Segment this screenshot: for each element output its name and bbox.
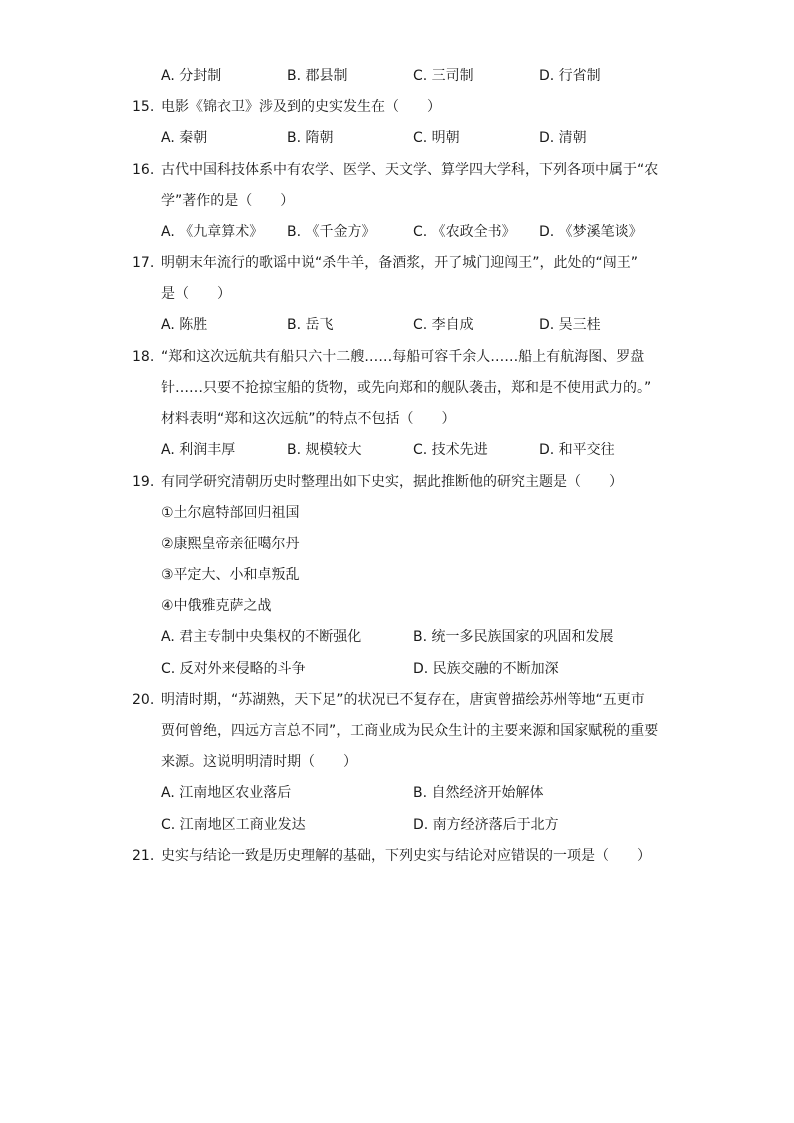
q18-option-b[interactable]: B. 规模较大 <box>287 442 362 458</box>
q20-option-c[interactable]: C. 江南地区工商业发达 <box>161 817 306 833</box>
q16-option-a[interactable]: A. 《九章算术》 <box>161 224 264 240</box>
q14-option-c[interactable]: C. 三司制 <box>413 68 474 84</box>
q20-stem-line-2: 贾何曾绝，四远方言总不同”，工商业成为民众生计的主要来源和国家赋税的重要 <box>161 723 659 739</box>
q18-option-a[interactable]: A. 利润丰厚 <box>161 442 236 458</box>
q20-stem-line-1: 明清时期，“苏湖熟，天下足”的状况已不复存在，唐寅曾描绘苏州等地“五更市 <box>161 692 645 708</box>
q17-stem-line-1: 明朝末年流行的歌谣中说“杀牛羊，备酒浆，开了城门迎闯王”，此处的“闯王” <box>161 255 639 271</box>
q15-option-b[interactable]: B. 隋朝 <box>287 130 334 146</box>
q15-number: 15. <box>132 99 155 115</box>
q14-option-a[interactable]: A. 分封制 <box>161 68 222 84</box>
q15-option-a[interactable]: A. 秦朝 <box>161 130 208 146</box>
q20-option-a[interactable]: A. 江南地区农业落后 <box>161 785 292 801</box>
q18-option-c[interactable]: C. 技术先进 <box>413 442 488 458</box>
q18-option-d[interactable]: D. 和平交往 <box>539 442 615 458</box>
q19-fact-3: ③平定大、小和卓叛乱 <box>161 567 300 583</box>
q19-option-d[interactable]: D. 民族交融的不断加深 <box>413 661 559 677</box>
q20-option-b[interactable]: B. 自然经济开始解体 <box>413 785 544 801</box>
q17-number: 17. <box>132 255 155 271</box>
q20-stem-line-3: 来源。这说明明清时期（ ） <box>161 754 357 770</box>
q17-option-b[interactable]: B. 岳飞 <box>287 317 334 333</box>
q15-option-d[interactable]: D. 清朝 <box>539 130 587 146</box>
q18-stem-line-3: 材料表明“郑和这次远航”的特点不包括（ ） <box>161 411 456 427</box>
q19-option-a[interactable]: A. 君主专制中央集权的不断强化 <box>161 629 362 645</box>
q17-option-c[interactable]: C. 李自成 <box>413 317 474 333</box>
q14-option-b[interactable]: B. 郡县制 <box>287 68 348 84</box>
q21-number: 21. <box>132 848 155 864</box>
q18-stem-line-2: 针……只要不抢掠宝船的货物，或先向郑和的舰队袭击，郑和是不使用武力的。” <box>161 380 652 396</box>
q16-stem-line-1: 古代中国科技体系中有农学、医学、天文学、算学四大学科，下列各项中属于“农 <box>161 162 659 178</box>
q18-number: 18. <box>132 349 155 365</box>
q19-option-b[interactable]: B. 统一多民族国家的巩固和发展 <box>413 629 614 645</box>
q19-option-c[interactable]: C. 反对外来侵略的斗争 <box>161 661 306 677</box>
q16-number: 16. <box>132 162 155 178</box>
q15-stem: 电影《锦衣卫》涉及到的史实发生在（ ） <box>161 99 441 115</box>
q19-number: 19. <box>132 474 155 490</box>
q17-option-d[interactable]: D. 吴三桂 <box>539 317 601 333</box>
q14-option-d[interactable]: D. 行省制 <box>539 68 601 84</box>
q15-option-c[interactable]: C. 明朝 <box>413 130 460 146</box>
q19-fact-2: ②康熙皇帝亲征噶尔丹 <box>161 536 300 552</box>
q19-stem: 有同学研究清朝历史时整理出如下史实，据此推断他的研究主题是（ ） <box>161 474 623 490</box>
q21-stem: 史实与结论一致是历史理解的基础，下列史实与结论对应错误的一项是（ ） <box>161 848 651 864</box>
q16-stem-line-2: 学”著作的是（ ） <box>161 193 295 209</box>
q17-stem-line-2: 是（ ） <box>161 286 231 302</box>
q16-option-d[interactable]: D. 《梦溪笔谈》 <box>539 224 643 240</box>
q19-fact-4: ④中俄雅克萨之战 <box>161 598 272 614</box>
q20-option-d[interactable]: D. 南方经济落后于北方 <box>413 817 559 833</box>
q20-number: 20. <box>132 692 155 708</box>
q16-option-c[interactable]: C. 《农政全书》 <box>413 224 516 240</box>
q18-stem-line-1: “郑和这次远航共有船只六十二艘……每船可容千余人……船上有航海图、罗盘 <box>161 349 645 365</box>
q17-option-a[interactable]: A. 陈胜 <box>161 317 208 333</box>
q19-fact-1: ①土尔扈特部回归祖国 <box>161 505 300 521</box>
q16-option-b[interactable]: B. 《千金方》 <box>287 224 376 240</box>
